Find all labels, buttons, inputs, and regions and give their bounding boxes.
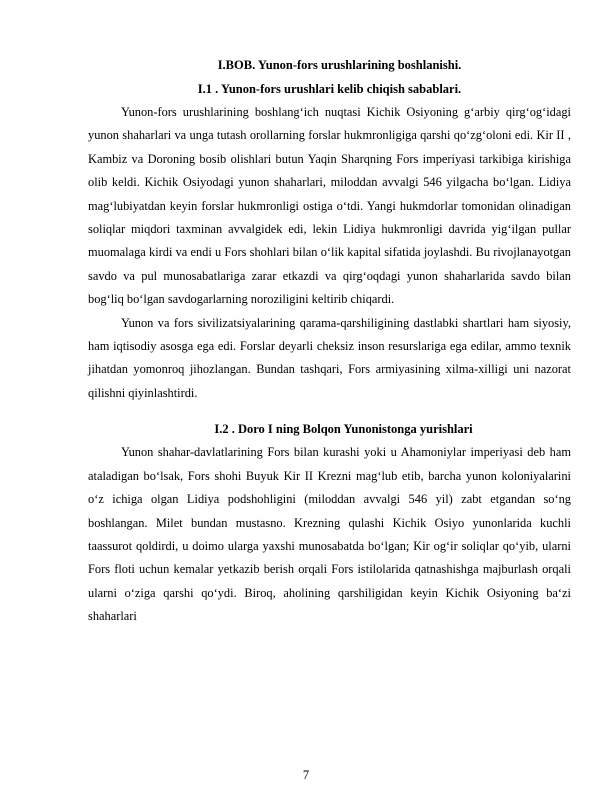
page-number: 7 — [302, 768, 310, 782]
section-2-paragraph-1: Yunon shahar-davlatlarining Fors bilan kurashi yoki u Ahamoniylar imperiyasi deb ham ataladigan boʻlsak, Fors shohi Buyuk Kir II Krezni magʻlub etib, barcha yunon koloniyalarini oʻz ichiga olgan Lidiya podshohligini (miloddan avvalgi 546 yil) zabt etgandan soʻng boshlangan. Milet bundan mustasno. Krezning qulashi Kichik Osiyo yunonlarida kuchli taassurot qoldirdi, u doimo ularga yaxshi munosabatda boʻlgan; Kir ogʻir soliqlar qoʻyib, ularni Fors floti uchun kemalar yetkazib berish orqali Fors istilolarida qatnashishga majburlash orqali ularni oʻziga qarshi qoʻydi. Biroq, aholining qarshiligidan keyin Kichik Osiyoning baʻzi shaharlari — [88, 445, 571, 624]
section-2-title: I.2 . Doro I ning Bolqon Yunonistonga yurishlari — [214, 422, 473, 437]
chapter-title: I.BOB. Yunon-fors urushlarining boshlanishi. — [217, 58, 462, 72]
section-1-paragraph-2: Yunon va fors sivilizatsiyalarining qarama-qarshiligining dastlabki shartlari ham siyosiy, ham iqtisodiy asosga ega edi. Forslar deyarli cheksiz inson resurslariga ega edilar, ammo texnik jihatdan yomonroq jihozlangan. Bundan tashqari, Fors armiyasining xilma-xilligi uni nazorat qilishni qiyinlashtirdi. — [88, 315, 571, 400]
section-1-paragraph-1: Yunon-fors urushlarining boshlangʻich nuqtasi Kichik Osiyoning gʻarbiy qirgʻogʻidagi yunon shaharlari va unga tutash orollarning forslar hukmronligiga qarshi qoʻzgʻoloni edi. Kir II , Kambiz va Doroning bosib olishlari butun Yaqin Sharqning Fors imperiyasi tarkibiga kirishiga olib keldi. Kichik Osiyodagi yunon shaharlari, miloddan avvalgi 546 yilgacha boʻlgan. Lidiya magʻlubiyatdan keyin forslar hukmronligi ostiga oʻtdi. Yangi hukmdorlar tomonidan olinadigan soliqlar miqdori taxminan avvalgidek edi, lekin Lidiya hukmronligi davrida yigʻilgan pullar muomalaga kirdi va endi u Fors shohlari bilan oʻlik kapital sifatida joylashdi. Bu rivojlanayotgan savdo va pul munosabatlariga zarar etkazdi va qirgʻoqdagi yunon shaharlarida savdo bilan bogʻliq boʻlgan savdogarlarning noroziligini keltirib chiqardi. — [88, 105, 571, 307]
section-1-title: I.1 . Yunon-fors urushlari kelib chiqish sabablari. — [197, 82, 462, 96]
page-body — [88, 56, 571, 629]
